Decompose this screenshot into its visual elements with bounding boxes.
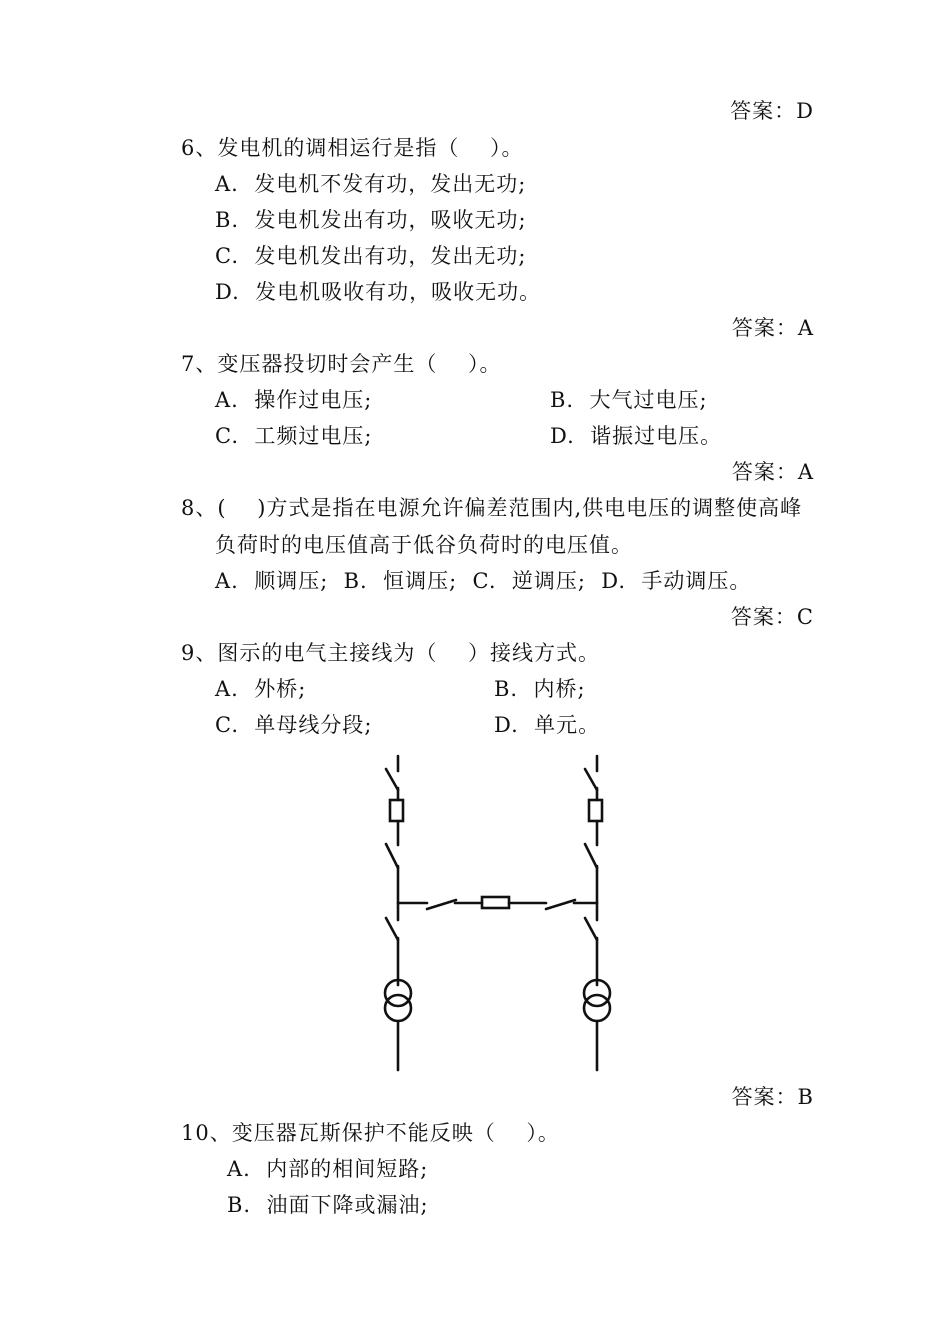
question-7-option-a: A. 操作过电压; <box>215 388 373 412</box>
question-9-option-c: C. 单母线分段; <box>215 713 373 737</box>
right-disconnect-switch-upper <box>585 844 597 868</box>
question-10-option-b: B. 油面下降或漏油; <box>227 1193 429 1217</box>
right-fuse-symbol <box>589 800 602 821</box>
question-6-option-d: D. 发电机吸收有功，吸收无功。 <box>215 280 542 304</box>
question-7-option-c: C. 工频过电压; <box>215 424 373 448</box>
bridge-switch-right <box>546 900 575 909</box>
question-6-stem: 6、发电机的调相运行是指（ ）。 <box>181 136 524 160</box>
answer-q7: 答案：A <box>731 460 814 484</box>
question-9-stem: 9、图示的电气主接线为（ ）接线方式。 <box>181 641 601 665</box>
question-9-option-a: A. 外桥; <box>215 677 307 701</box>
answer-q6: 答案：A <box>731 316 814 340</box>
left-branch <box>385 756 411 1070</box>
left-fuse-symbol <box>390 800 403 821</box>
question-7-option-d: D. 谐振过电压。 <box>550 424 723 448</box>
bridge-fuse-symbol <box>482 897 509 908</box>
question-7-option-b: B. 大气过电压; <box>550 388 708 412</box>
question-10-option-a: A. 内部的相间短路; <box>227 1157 429 1181</box>
bridge-switch-left <box>427 900 456 909</box>
right-branch <box>584 756 610 1070</box>
question-6-option-a: A. 发电机不发有功，发出无功; <box>215 172 527 196</box>
question-8-stem-line1: 8、( )方式是指在电源允许偏差范围内,供电电压的调整使高峰 <box>181 496 803 520</box>
question-10-stem: 10、变压器瓦斯保护不能反映（ ）。 <box>181 1121 560 1145</box>
left-disconnect-switch-upper <box>386 844 398 868</box>
right-disconnect-switch-lower <box>585 918 597 940</box>
answer-q9: 答案：B <box>731 1085 814 1109</box>
question-8-options: A. 顺调压; B. 恒调压; C. 逆调压; D. 手动调压。 <box>215 569 752 593</box>
question-9-option-d: D. 单元。 <box>494 713 601 737</box>
left-disconnect-switch-lower <box>386 918 398 940</box>
bridge-connection <box>398 897 597 909</box>
answer-q5: 答案：D <box>730 99 814 123</box>
question-9-option-b: B. 内桥; <box>494 677 586 701</box>
question-6-option-b: B. 发电机发出有功，吸收无功; <box>215 208 527 232</box>
question-8-stem-line2: 负荷时的电压值高于低谷负荷时的电压值。 <box>215 533 633 557</box>
question-7-stem: 7、变压器投切时会产生（ ）。 <box>181 352 502 376</box>
question-6-option-c: C. 发电机发出有功，发出无功; <box>215 244 527 268</box>
answer-q8: 答案：C <box>730 605 814 629</box>
